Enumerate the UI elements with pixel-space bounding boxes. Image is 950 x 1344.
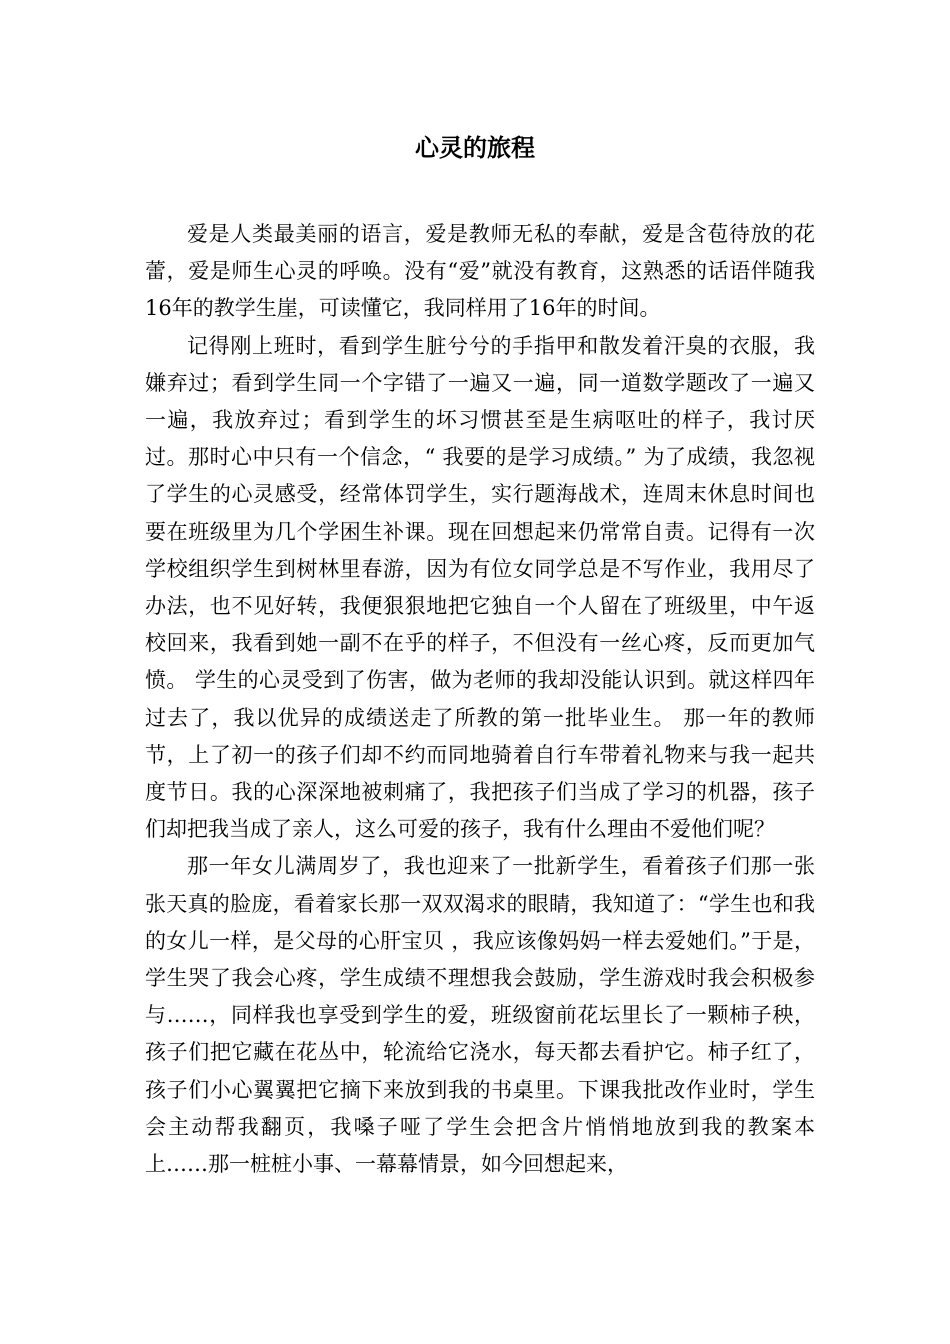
paragraph-2: 记得刚上班时，看到学生脏兮兮的手指甲和散发着汗臭的衣服，我嫌弃过；看到学生同一个字错了一遍又一遍，同一道数学题改了一遍又一遍，我放弃过；看到学生的坏习惯甚至是生病呕吐的样子，我讨厌过。那时心中只有一个信念，“ 我要的是学习成绩。” 为了成绩，我忽视了学生的心灵感受，经常体罚学生，实行题海战术，连周末休息时间也要在班级里为几个学困生补课。现在回想起来仍常常自责。记得有一次学校组织学生到树林里春游，因为有位女同学总是不写作业，我用尽了办法，也不见好转，我便狠狠地把它独自一个人留在了班级里，中午返校回来，我看到她一副不在乎的样子，不但没有一丝心疼，反而更加气愤。 学生的心灵受到了伤害，做为老师的我却没能认识到。就这样四年过去了，我以优异的成绩送走了所教的第一批毕业生。 那一年的教师节，上了初一的孩子们却不约而同地骑着自行车带着礼物来与我一起共度节日。我的心深深地被刺痛了，我把孩子们当成了学习的机器，孩子们却把我当成了亲人，这么可爱的孩子，我有什么理由不爱他们呢？ bbox=[145, 333, 815, 842]
paragraph-1: 爱是人类最美丽的语言，爱是教师无私的奉献，爱是含苞待放的花蕾，爱是师生心灵的呼唤。没有“爱”就没有教育，这熟悉的话语伴随我16年的教学生崖，可读懂它，我同样用了16年的时间。 bbox=[145, 222, 815, 321]
paragraph-3: 那一年女儿满周岁了，我也迎来了一批新学生，看着孩子们那一张张天真的脸庞，看着家长那一双双渴求的眼睛，我知道了：“学生也和我的女儿一样，是父母的心肝宝贝 ，我应该像妈妈一样去爱她们。”于是，学生哭了我会心疼，学生成绩不理想我会鼓励，学生游戏时我会积极参与……，同样我也享受到学生的爱，班级窗前花坛里长了一颗柿子秧，孩子们把它藏在花丛中，轮流给它浇水，每天都去看护它。柿子红了，孩子们小心翼翼把它摘下来放到我的书桌里。下课我批改作业时，学生会主动帮我翻页，我嗓子哑了学生会把含片悄悄地放到我的教案本上……那一桩桩小事、一幕幕情景，如今回想起来， bbox=[145, 854, 815, 1177]
document-body bbox=[145, 216, 815, 1183]
document-title: 心灵的旅程 bbox=[415, 134, 535, 162]
